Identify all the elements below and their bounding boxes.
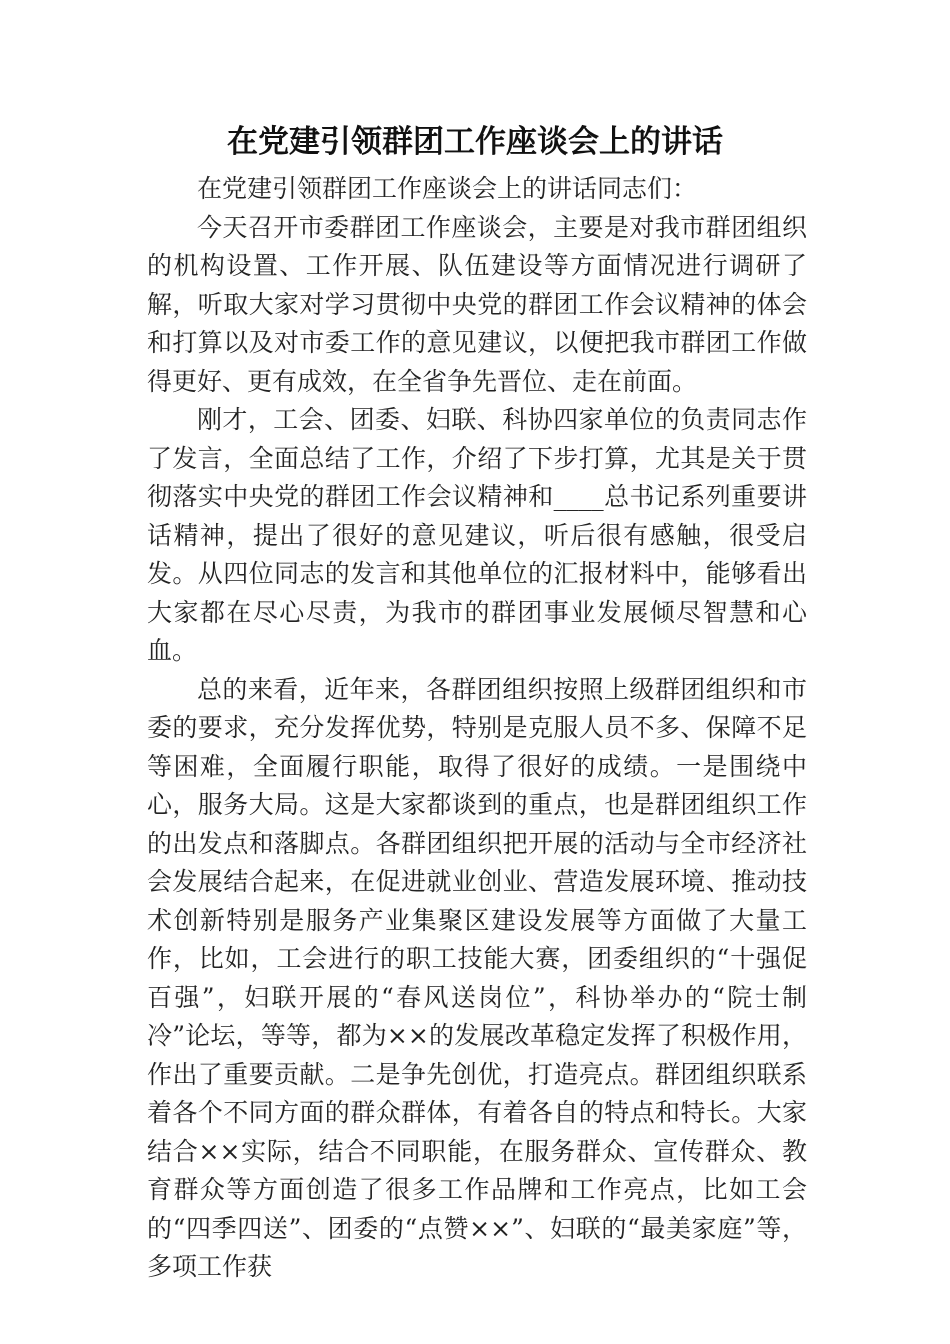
paragraph-salutation: 在党建引领群团工作座谈会上的讲话同志们：	[197, 174, 698, 203]
paragraph-opening: 今天召开市委群团工作座谈会，主要是对我市群团组织的机构设置、工作开展、队伍建设等方面情况进行调研了解，听取大家对学习贯彻中央党的群团工作会议精神的体会和打算以及对市委工作的意见建议，以便把我市群团工作做得更好、更有成效，在全省争先晋位、走在前面。	[147, 212, 807, 396]
document-body	[147, 170, 807, 1287]
paragraph-speeches: 刚才，工会、团委、妇联、科协四家单位的负责同志作了发言，全面总结了工作，介绍了下步打算，尤其是关于贯彻落实中央党的群团工作会议精神和____总书记系列重要讲话精神，提出了很好的意见建议，听后很有感触，很受启发。从四位同志的发言和其他单位的汇报材料中，能够看出大家都在尽心尽责，为我市的群团事业发展倾尽智慧和心血。	[147, 405, 807, 665]
paragraph-summary: 总的来看，近年来，各群团组织按照上级群团组织和市委的要求，充分发挥优势，特别是克服人员不多、保障不足等困难，全面履行职能，取得了很好的成绩。一是围绕中心，服务大局。这是大家都谈到的重点，也是群团组织工作的出发点和落脚点。各群团组织把开展的活动与全市经济社会发展结合起来，在促进就业创业、营造发展环境、推动技术创新特别是服务产业集聚区建设发展等方面做了大量工作，比如，工会进行的职工技能大赛，团委组织的“十强促百强”，妇联开展的“春风送岗位”，科协举办的“院士制冷”论坛，等等，都为××的发展改革稳定发挥了积极作用，作出了重要贡献。二是争先创优，打造亮点。群团组织联系着各个不同方面的群众群体，有着各自的特点和特长。大家结合××实际，结合不同职能，在服务群众、宣传群众、教育群众等方面创造了很多工作品牌和工作亮点，比如工会的“四季四送”、团委的“点赞××”、妇联的“最美家庭”等，多项工作获	[147, 674, 808, 1281]
document-title: 在党建引领群团工作座谈会上的讲话	[227, 124, 723, 160]
